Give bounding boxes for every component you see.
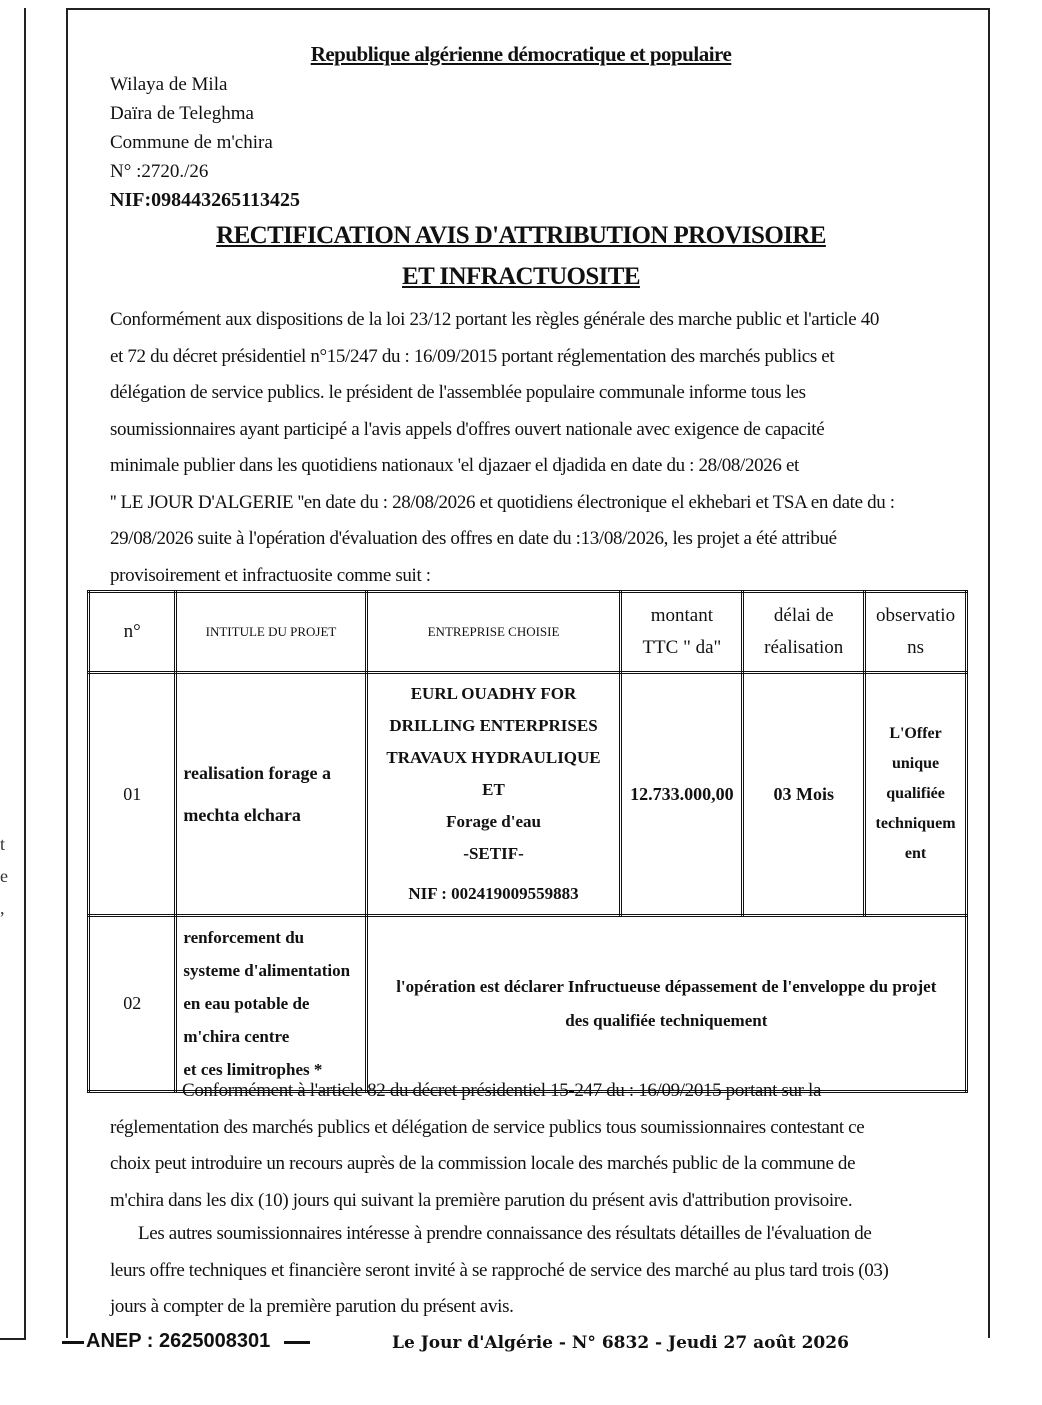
header-num: n°	[89, 592, 176, 673]
observation-value	[865, 673, 967, 916]
project-title-line: realisation forage a	[183, 763, 332, 783]
intro-line: '' LE JOUR D'ALGERIE ''en date du : 28/08/2026 et quotidiens électronique el ekhebari et TSA en date du :	[110, 491, 895, 513]
infructuous-result	[366, 916, 966, 1092]
company-line: -SETIF-	[463, 844, 524, 863]
results-paragraph	[110, 1216, 925, 1326]
side-fragment: t	[0, 834, 6, 854]
observation-line: unique	[891, 755, 940, 772]
company-nif: NIF : 002419009559883	[408, 884, 579, 903]
side-fragment: e	[0, 866, 8, 886]
project-title-line: systeme d'alimentation	[183, 961, 351, 980]
header-amount-line: montant	[650, 605, 714, 626]
intro-line: provisoirement et infractuosite comme suit :	[110, 564, 431, 586]
results-line: Les autres soumissionnaires intéresse à prendre connaissance des résultats détailles de l'évaluation de	[138, 1223, 872, 1244]
side-fragment: ,	[0, 898, 5, 918]
intro-line: 29/08/2026 suite à l'opération d'évaluation des offres en date du :13/08/2026, les projet a été attribué	[110, 528, 837, 549]
project-title-line: m'chira centre	[183, 1027, 290, 1046]
amount-value: 12.733.000,00	[621, 673, 743, 916]
appeal-paragraph	[110, 1073, 925, 1219]
company-line: EURL OUADHY FOR	[410, 684, 577, 703]
header-company: ENTREPRISE CHOISIE	[366, 592, 621, 673]
appeal-line: choix peut introduire un recours auprès de la commission locale des marchés public de la commune de	[110, 1153, 856, 1174]
republic-heading: Republique algérienne démocratique et populaire	[310, 42, 732, 66]
intro-line: délégation de service publics. le président de l'assemblée populaire communale informe tous les	[110, 382, 806, 403]
anep-reference: ANEP : 2625008301	[86, 1330, 271, 1352]
header-delay	[743, 592, 865, 673]
issuer-line: Wilaya de Mila	[110, 74, 228, 95]
appeal-line: m'chira dans les dix (10) jours qui suivant la première parution du présent avis d'attribution provisoire.	[110, 1189, 853, 1211]
header-observations	[865, 592, 967, 673]
result-line: des qualifiée techniquement	[565, 1010, 768, 1030]
project-title	[176, 673, 366, 916]
header-amount-line: TTC " da"	[642, 637, 722, 658]
issuer-line: Commune de m'chira	[110, 132, 273, 153]
footer-rule	[284, 1341, 310, 1344]
notice-title-line2: ET INFRACTUOSITE	[402, 263, 640, 290]
project-title-line: et ces limitrophes *	[183, 1060, 323, 1079]
observation-line: techniquem	[875, 815, 956, 832]
project-title-line: en eau potable de	[183, 994, 310, 1013]
header-obs-line: ns	[907, 637, 924, 658]
intro-line: soumissionnaires ayant participé a l'avis appels d'offres ouvert nationale avec exigence de capacité	[110, 418, 825, 440]
table-header-row	[89, 592, 967, 673]
header-project: INTITULE DU PROJET	[176, 592, 366, 673]
row-number: 02	[89, 916, 176, 1092]
header-amount	[621, 592, 743, 673]
intro-line: minimale publier dans les quotidiens nationaux 'el djazaer el djadida en date du : 28/08/2026 et	[110, 455, 799, 476]
table-row	[89, 916, 967, 1092]
company-line: TRAVAUX HYDRAULIQUE ET	[386, 748, 601, 799]
results-line: leurs offre techniques et financière seront invité à se rapproché de service des marché au plus tard trois (03)	[110, 1259, 889, 1281]
appeal-line: Conformément à l'article 82 du décret présidentiel 15-247 du : 16/09/2015 portant sur la	[182, 1080, 822, 1101]
company-line: Forage d'eau	[446, 812, 541, 831]
journal-credit: Le Jour d'Algérie - N° 6832 - Jeudi 27 août 2026	[392, 1333, 849, 1353]
table-row	[89, 673, 967, 916]
left-column-border	[0, 8, 26, 1340]
header-delay-line: délai de	[773, 605, 834, 626]
observation-line: ent	[904, 845, 927, 862]
observation-line: qualifiée	[886, 785, 945, 802]
observation-line: L'Offer	[889, 725, 942, 742]
company-line: DRILLING ENTERPRISES	[389, 716, 598, 735]
project-title-line: mechta elchara	[183, 805, 301, 825]
project-title	[176, 916, 366, 1092]
appeal-line: réglementation des marchés publics et délégation de service publics tous soumissionnaires contestant ce	[110, 1116, 865, 1138]
project-title-line: renforcement du	[183, 928, 305, 947]
notice-title-line1: RECTIFICATION AVIS D'ATTRIBUTION PROVISOIRE	[216, 222, 826, 249]
intro-line: Conformément aux dispositions de la loi 23/12 portant les règles générale des marche public et l'article 40	[110, 309, 880, 330]
issuer-line: Daïra de Teleghma	[110, 103, 254, 124]
row-number: 01	[89, 673, 176, 916]
reference-number: N° :2720./26	[110, 161, 209, 182]
intro-line: et 72 du décret présidentiel n°15/247 du : 16/09/2015 portant réglementation des marchés publics et	[110, 345, 835, 367]
issuer-block	[110, 70, 300, 215]
intro-paragraph	[110, 302, 925, 594]
nif-number: NIF:098443265113425	[110, 189, 300, 211]
results-line: jours à compter de la première parution du présent avis.	[110, 1296, 514, 1317]
delay-value: 03 Mois	[743, 673, 865, 916]
company-name	[366, 673, 621, 916]
header-obs-line: observatio	[875, 605, 956, 626]
header-delay-line: réalisation	[764, 637, 844, 658]
attribution-table	[87, 590, 968, 1093]
result-line: l'opération est déclarer Infructueuse dépassement de l'enveloppe du projet	[396, 976, 937, 996]
footer-rule	[62, 1341, 84, 1344]
